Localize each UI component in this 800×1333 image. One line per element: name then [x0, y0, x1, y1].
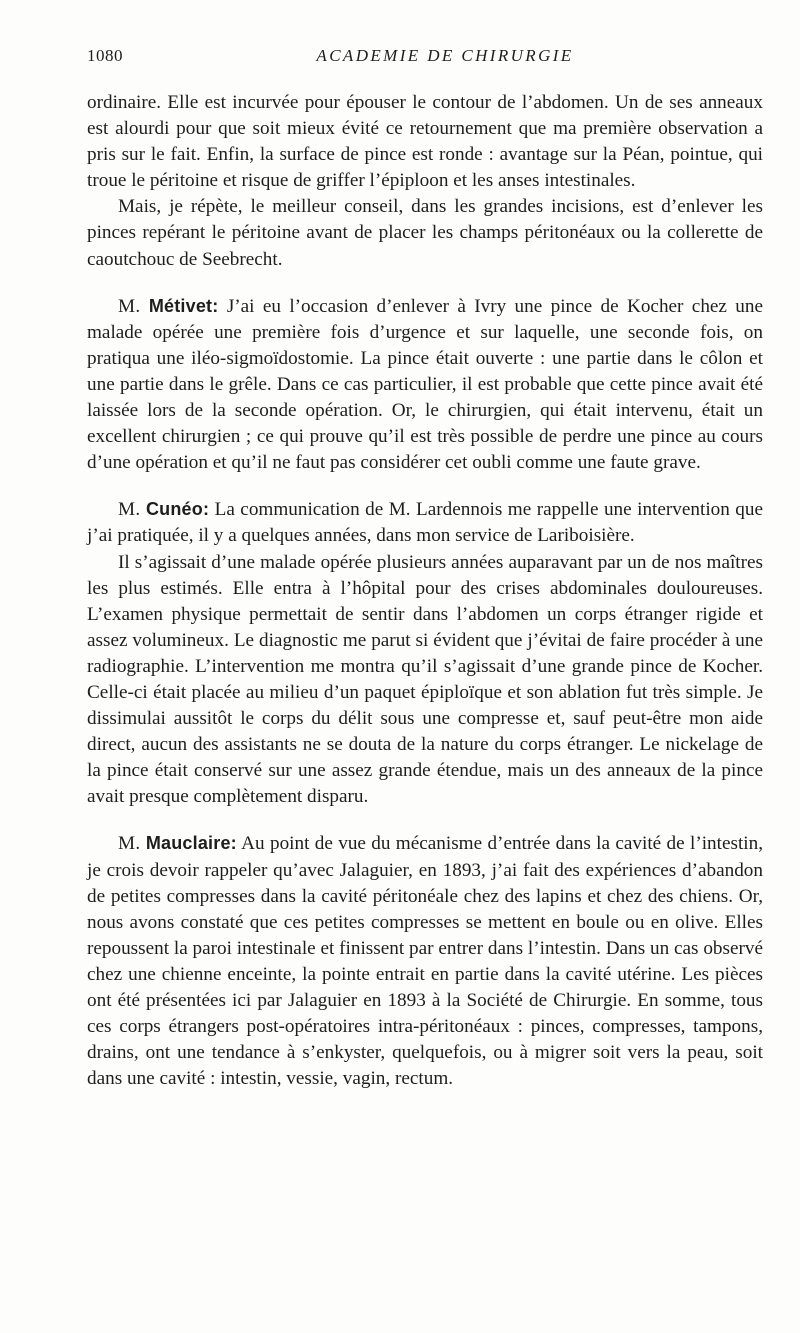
paragraph-text: ordinaire. Elle est incurvée pour épouser le contour de l’abdomen. Un de ses anneaux est alourdi pour que soit mieux évité ce retournement que ma première observation a pris sur le fait. Enfin, la surface de pince est ronde : avantage sur la Péan, pointue, qui troue le péritoine et risque de griffer l’épiploon et les anses intestinales.: [87, 92, 763, 192]
body-text: [87, 90, 763, 1092]
paragraph-continuation: [87, 90, 763, 194]
speaker-paragraph-mauclaire: M. Mauclaire: Au point de vue du mécanisme d’entrée dans la cavité de l’intestin, je crois devoir rappeler qu’avec Jalaguier, en 1893, j’ai fait des expériences d’abandon de petites compresses dans la cavité péritonéale chez des lapins et chez des chiens. Or, nous avons constaté que ces petites compresses se mettent en boule ou en olive. Elles repoussent la paroi intestinale et finissent par entrer dans l’intestin. Dans un cas observé chez une chienne enceinte, la pointe entrait en partie dans la cavité utérine. Les pièces ont été présentées ici par Jalaguier en 1893 à la Société de Chirurgie. En somme, tous ces corps étrangers post-opératoires intra-péritonéaux : pinces, compresses, tampons, drains, ont une tendance à s’enkyster, quelquefois, ou à migrer soit vers la peau, soit dans une cavité : intestin, vessie, vagin, rectum.: [87, 833, 763, 1090]
paragraph-text: La communication de M. Lardennois me rappelle une intervention que j’ai pratiquée, il y a quelques années, dans mon service de Lariboisière.: [87, 499, 764, 547]
running-head: ACADEMIE DE CHIRURGIE: [316, 46, 574, 65]
page-header: [87, 46, 763, 74]
speaker-name: Cunéo: [145, 499, 203, 520]
speaker-title: M.: [118, 833, 141, 855]
speaker-name: Mauclaire: [145, 833, 231, 854]
paragraph-text: Il s’agissait d’une malade opérée plusieurs années auparavant par un de nos maîtres les plus estimés. Elle entra à l’hôpital pour des crises abdominales douloureuses. L’examen physique permettait de sentir dans l’abdomen un corps étranger rigide et assez volumineux. Le diagnostic me parut si évident que j’évitai de faire procéder à une radiographie. L’intervention me montra qu’il s’agissait d’une grande pince de Kocher. Celle-ci était placée au milieu d’un paquet épiploïque et son ablation fut très simple. Je dissimulai aussitôt le corps du délit sous une compresse et, sauf peut-être mon aide direct, aucun des assistants ne se douta de la nature du corps étranger. Le nickelage de la pince était conservé sur une assez grande étendue, mais un des anneaux de la pince avait presque complètement disparu.: [87, 551, 763, 808]
speaker-paragraph-metivet: M. Métivet: J’ai eu l’occasion d’enlever à Ivry une pince de Kocher chez une malade opérée une première fois d’urgence et sur laquelle, une seconde fois, on pratiqua une iléo-sigmoïdostomie. La pince était ouverte : une partie dans le côlon et une partie dans le grêle. Dans ce cas particulier, il est probable que cette pince avait été laissée lors de la seconde opération. Or, le chirurgien, qui était intervenu, était un excellent chirurgien ; ce qui prouve qu’il est très possible de perdre une pince au cours d’une opération et qu’il ne faut pas considérer cet oubli comme une faute grave.: [87, 295, 764, 474]
speaker-paragraph-cuneo: M. Cunéo: La communication de M. Lardennois me rappelle une intervention que j’ai pratiquée, il y a quelques années, dans mon service de Lariboisière.: [87, 499, 764, 547]
page-number: 1080: [87, 46, 123, 65]
paragraph: [87, 194, 763, 272]
paragraph-text: Au point de vue du mécanisme d’entrée dans la cavité de l’intestin, je crois devoir rappeler qu’avec Jalaguier, en 1893, j’ai fait des expériences d’abandon de petites compresses dans la cavité péritonéale chez des lapins et chez des chiens. Or, nous avons constaté que ces petites compresses se mettent en boule ou en olive. Elles repoussent la paroi intestinale et finissent par entrer dans l’intestin. Dans un cas observé chez une chienne enceinte, la pointe entrait en partie dans la cavité utérine. Les pièces ont été présentées ici par Jalaguier en 1893 à la Société de Chirurgie. En somme, tous ces corps étrangers post-opératoires intra-péritonéaux : pinces, compresses, tampons, drains, ont une tendance à s’enkyster, quelquefois, ou à migrer soit vers la peau, soit dans une cavité : intestin, vessie, vagin, rectum.: [87, 833, 763, 1090]
speaker-title: M.: [118, 499, 141, 521]
paragraph-text: Mais, je répète, le meilleur conseil, dans les grandes incisions, est d’enlever les pinces repérant le péritoine avant de placer les champs péritonéaux ou la collerette de caoutchouc de Seebrecht.: [87, 196, 763, 270]
speaker-name: Métivet: [148, 295, 213, 316]
paragraph: [87, 550, 763, 811]
speaker-title: M.: [118, 295, 141, 317]
paragraph-text: J’ai eu l’occasion d’enlever à Ivry une pince de Kocher chez une malade opérée une première fois d’urgence et sur laquelle, une seconde fois, on pratiqua une iléo-sigmoïdostomie. La pince était ouverte : une partie dans le côlon et une partie dans le grêle. Dans ce cas particulier, il est probable que cette pince avait été laissée lors de la seconde opération. Or, le chirurgien, qui était intervenu, était un excellent chirurgien ; ce qui prouve qu’il est très possible de perdre une pince au cours d’une opération et qu’il ne faut pas considérer cet oubli comme une faute grave.: [87, 295, 764, 474]
